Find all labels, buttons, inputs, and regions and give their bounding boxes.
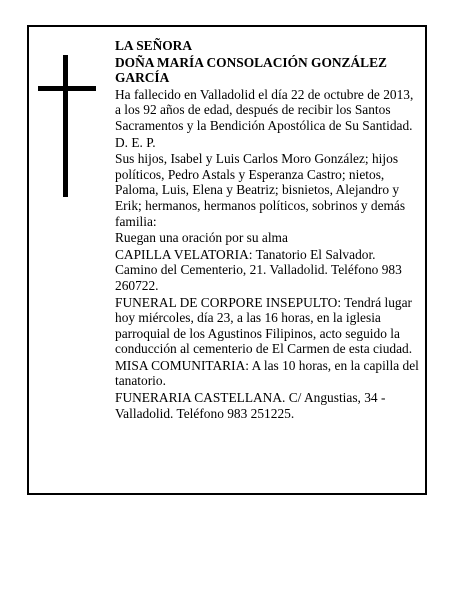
prayer-request: Ruegan una oración por su alma	[115, 230, 288, 246]
notice-title: LA SEÑORA	[115, 38, 193, 53]
cross-vertical-bar	[63, 55, 68, 197]
funeral-info: FUNERAL DE CORPORE INSEPULTO: Tendrá lugar hoy miércoles, día 23, a las 16 horas, en la iglesia parroquial de los Agustinos Filipinos, acto seguido la conducción al cementerio de El Carmen de esta ciudad.	[115, 294, 413, 357]
wake-chapel-info: CAPILLA VELATORIA: Tanatorio El Salvador. Camino del Cementerio, 21. Valladolid. Teléfono 983 260722.	[115, 246, 402, 293]
obituary-text	[115, 38, 421, 422]
rest-in-peace: D. E. P.	[115, 134, 156, 150]
death-announcement: Ha fallecido en Valladolid el día 22 de octubre de 2013, a los 92 años de edad, después de recibir los Santos Sacramentos y la Bendición Apostólica de Su Santidad.	[115, 86, 414, 133]
family-list: Sus hijos, Isabel y Luis Carlos Moro González; hijos políticos, Pedro Astals y Esperanza Castro; nietos, Paloma, Luis, Elena y Beatriz; bisnietos, Alejandro y Erik; hermanos, hermanos políticos, sobrinos y demás familia:	[115, 151, 406, 229]
latin-cross-icon	[38, 55, 96, 197]
funeral-home-info: FUNERARIA CASTELLANA. C/ Angustias, 34 - Valladolid. Teléfono 983 251225.	[115, 390, 386, 421]
mass-info: MISA COMUNITARIA: A las 10 horas, en la capilla del tanatorio.	[115, 357, 419, 389]
deceased-name: DOÑA MARÍA CONSOLACIÓN GONZÁLEZ GARCÍA	[115, 54, 387, 86]
cross-horizontal-bar	[38, 86, 96, 91]
